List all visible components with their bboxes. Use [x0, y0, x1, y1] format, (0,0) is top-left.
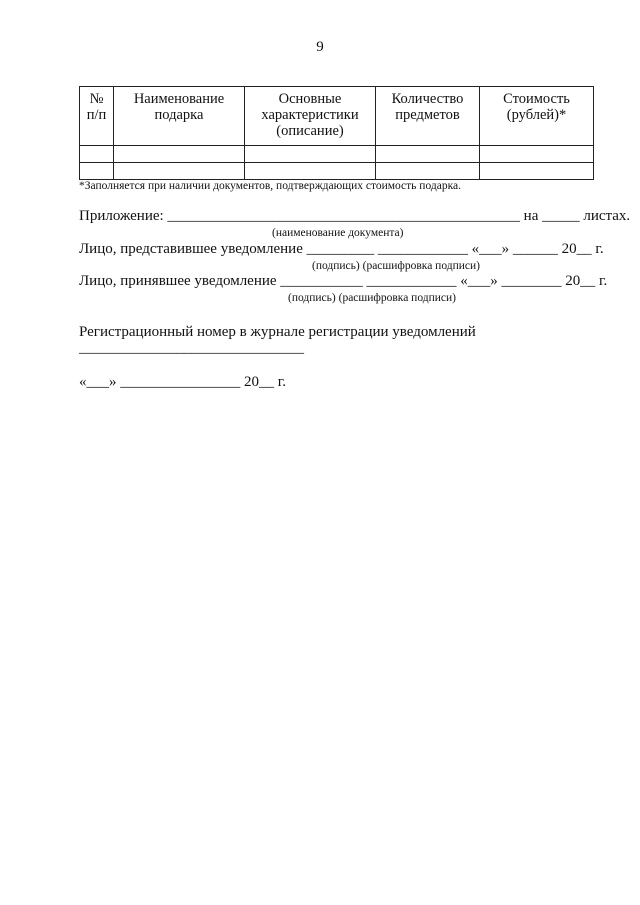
receiver-line: Лицо, принявшее уведомление ___________ ____________ «___» ________ 20__ г. [79, 273, 608, 289]
column-header-number: № п/п [80, 87, 114, 146]
appendix-line: Приложение: _______________________________________________ на _____ листах. [79, 208, 631, 224]
table-cell [480, 146, 594, 163]
registration-label: Регистрационный номер в журнале регистрации уведомлений [79, 324, 476, 340]
column-header-quantity: Количество предметов [376, 87, 480, 146]
table-row [80, 163, 594, 180]
page-number: 9 [316, 39, 324, 55]
presenter-line: Лицо, представившее уведомление _________ ____________ «___» ______ 20__ г. [79, 241, 604, 257]
appendix-caption: (наименование документа) [272, 227, 404, 239]
table-cell [480, 163, 594, 180]
table-header-row [80, 87, 594, 146]
table-cell [376, 146, 480, 163]
receiver-caption: (подпись) (расшифровка подписи) [288, 292, 457, 304]
table-row [80, 146, 594, 163]
table-cell [376, 163, 480, 180]
table-cell [245, 146, 376, 163]
table-cell [245, 163, 376, 180]
registration-number-blank: ______________________________ [79, 340, 304, 356]
table-cell [80, 163, 114, 180]
registration-date: «___» ________________ 20__ г. [79, 374, 286, 390]
table-cell [80, 146, 114, 163]
column-header-gift-name: Наименование подарка [114, 87, 245, 146]
column-header-characteristics: Основные характеристики (описание) [245, 87, 376, 146]
column-header-cost: Стоимость (рублей)* [480, 87, 594, 146]
footnote: *Заполняется при наличии документов, подтверждающих стоимость подарка. [79, 180, 461, 192]
gifts-table [79, 86, 594, 180]
table-cell [114, 146, 245, 163]
table-cell [114, 163, 245, 180]
presenter-caption: (подпись) (расшифровка подписи) [312, 260, 481, 272]
